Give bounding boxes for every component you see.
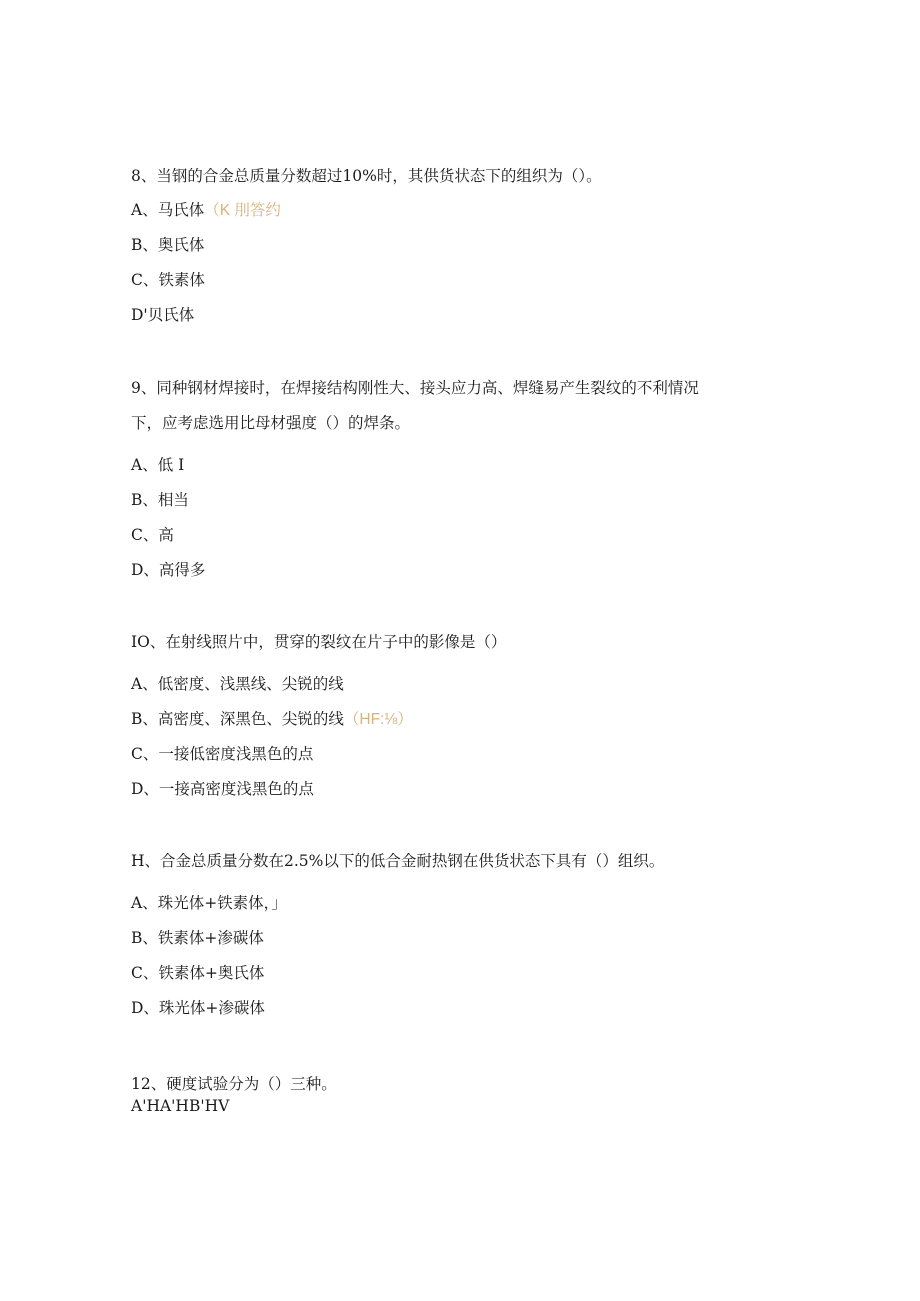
question-10-stem: IO、在射线照片中，贯穿的裂纹在片子中的影像是（） bbox=[131, 633, 507, 651]
question-8-option-d: D'贝氏体 bbox=[131, 306, 195, 324]
question-8-option-b: B、奥氏体 bbox=[131, 236, 205, 254]
option-text: B、高密度、深黑色、尖锐的线 bbox=[131, 710, 344, 728]
question-11-option-d: D、珠光体+渗碳体 bbox=[131, 999, 265, 1017]
question-10-option-a: A、低密度、浅黑线、尖锐的线 bbox=[131, 675, 344, 693]
question-11-stem: H、合金总质量分数在2.5%以下的低合金耐热钢在供货状态下具有（）组织。 bbox=[131, 852, 665, 870]
question-11-option-c: C、铁素体+奥氏体 bbox=[131, 964, 265, 982]
option-text: A、马氏体 bbox=[131, 201, 205, 219]
question-10-option-b bbox=[131, 709, 413, 730]
question-12-stem: 12、硬度试验分为（）三种。 bbox=[131, 1075, 337, 1093]
question-9-option-a: A、低 I bbox=[131, 456, 185, 474]
question-8-stem: 8、当钢的合金总质量分数超过10%时，其供货状态下的组织为（）。 bbox=[131, 167, 602, 185]
question-8-option-a bbox=[131, 200, 281, 221]
question-11-option-a: A、珠光体+铁素体，」 bbox=[131, 894, 287, 912]
handwritten-note: （K 刖答约 bbox=[204, 202, 281, 219]
question-9-option-c: C、高 bbox=[131, 526, 174, 544]
question-10-option-c: C、一接低密度浅黑色的点 bbox=[131, 745, 314, 763]
question-9-stem-line-2: 下，应考虑选用比母材强度（）的焊条。 bbox=[131, 414, 411, 432]
question-9-option-b: B、相当 bbox=[131, 491, 189, 509]
question-12-option-a: A'HA'HB'HV bbox=[131, 1097, 230, 1115]
question-9-option-d: D、高得多 bbox=[131, 561, 206, 579]
question-9-stem-line-1: 9、同种钢材焊接时，在焊接结构刚性大、接头应力高、焊缝易产生裂纹的不利情况 bbox=[131, 379, 699, 397]
handwritten-note: （HF:⅛） bbox=[343, 711, 413, 728]
question-8-option-c: C、铁素体 bbox=[131, 271, 205, 289]
question-11-option-b: B、铁素体+渗碳体 bbox=[131, 929, 264, 947]
question-10-option-d: D、一接高密度浅黑色的点 bbox=[131, 780, 314, 798]
